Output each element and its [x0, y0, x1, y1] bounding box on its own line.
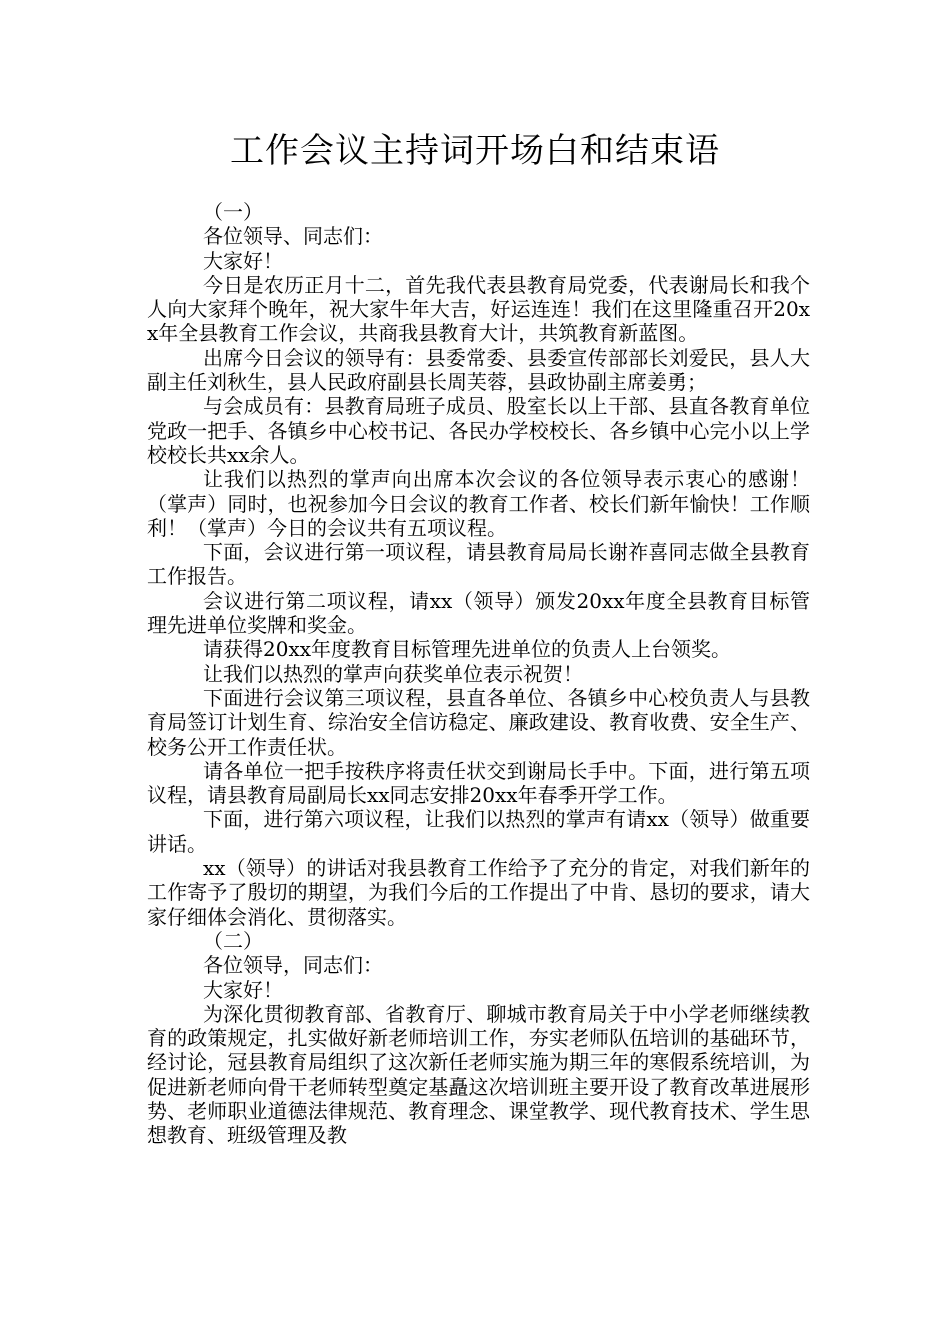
paragraph: 请各单位一把手按秩序将责任状交到谢局长手中。下面，进行第五项议程，请县教育局副局长xx同志安排20xx年春季开学工作。: [147, 758, 810, 808]
section-marker: （二）: [203, 928, 263, 953]
paragraph: 让我们以热烈的掌声向出席本次会议的各位领导表示衷心的感谢！（掌声）同时，也祝参加今日会议的教育工作者、校长们新年愉快！工作顺利！（掌声）今日的会议共有五项议程。: [147, 467, 810, 540]
paragraph: 请获得20xx年度教育目标管理先进单位的负责人上台领奖。: [203, 637, 732, 662]
salutation: 各位领导，同志们：: [203, 953, 383, 978]
paragraph: 让我们以热烈的掌声向获奖单位表示祝贺！: [203, 661, 583, 686]
paragraph: 下面进行会议第三项议程，县直各单位、各镇乡中心校负责人与县教育局签订计划生育、综治安全信访稳定、廉政建设、教育收费、安全生产、校务公开工作责任状。: [147, 685, 810, 759]
paragraph: 会议进行第二项议程，请xx（领导）颁发20xx年度全县教育目标管理先进单位奖牌和奖金。: [147, 588, 810, 638]
paragraph: xx（领导）的讲话对我县教育工作给予了充分的肯定，对我们新年的工作寄予了殷切的期望，为我们今后的工作提出了中肯、恳切的要求，请大家仔细体会消化、贯彻落实。: [147, 856, 810, 929]
document-body: [147, 200, 810, 1148]
document-title: 工作会议主持词开场白和结束语: [230, 131, 720, 171]
greeting: 大家好！: [203, 977, 283, 1002]
paragraph: 出席今日会议的领导有：县委常委、县委宣传部部长刘爱民，县人大副主任刘秋生，县人民政府副县长周芙蓉，县政协副主席姜勇；: [147, 345, 810, 395]
greeting: 大家好！: [203, 248, 283, 273]
salutation: 各位领导、同志们：: [203, 224, 383, 249]
paragraph: 下面，进行第六项议程，让我们以热烈的掌声有请xx（领导）做重要讲话。: [147, 807, 810, 856]
paragraph: 为深化贯彻教育部、省教育厅、聊城市教育局关于中小学老师继续教育的政策规定，扎实做好新老师培训工作，夯实老师队伍培训的基础环节，经讨论，冠县教育局组织了这次新任老师实施为期三年的寒假系统培训，为促进新老师向骨干老师转型奠定基矗这次培训班主要开设了教育改革进展形势、老师职业道德法律规范、教育理念、课堂教学、现代教育技术、学生思想教育、班级管理及教: [147, 1001, 810, 1148]
paragraph: 今日是农历正月十二，首先我代表县教育局党委，代表谢局长和我个人向大家拜个晚年，祝大家牛年大吉，好运连连！我们在这里隆重召开20xx年全县教育工作会议，共商我县教育大计，共筑教育新蓝图。: [147, 272, 810, 346]
paragraph: 下面，会议进行第一项议程，请县教育局局长谢祚喜同志做全县教育工作报告。: [147, 540, 810, 589]
section-marker: （一）: [203, 200, 263, 224]
paragraph: 与会成员有：县教育局班子成员、股室长以上干部、县直各教育单位党政一把手、各镇乡中心校书记、各民办学校校长、各乡镇中心完小以上学校校长共xx余人。: [147, 394, 810, 467]
